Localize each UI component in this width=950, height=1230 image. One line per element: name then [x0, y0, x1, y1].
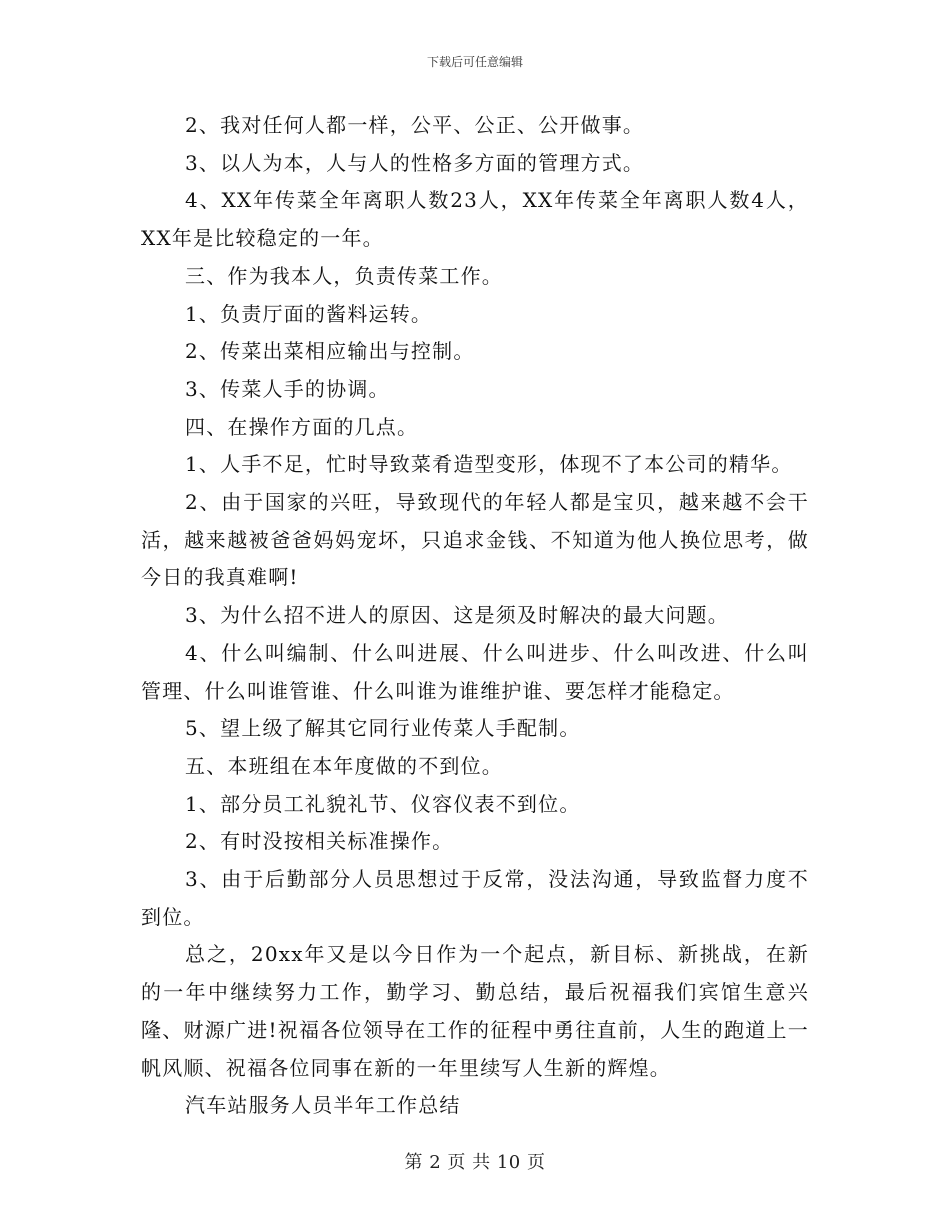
paragraph: 4、什么叫编制、什么叫进展、什么叫进步、什么叫改进、什么叫管理、什么叫谁管谁、什么叫谁为谁维护谁、要怎样才能稳定。: [141, 640, 809, 703]
paragraph: 1、部分员工礼貌礼节、仪容仪表不到位。: [185, 791, 581, 816]
document-body: [141, 107, 809, 1125]
paragraph: 3、传菜人手的协调。: [185, 376, 390, 401]
paragraph: 3、以人为本，人与人的性格多方面的管理方式。: [185, 150, 645, 175]
paragraph: 3、为什么招不进人的原因、这是须及时解决的最大问题。: [185, 603, 729, 628]
paragraph: 2、我对任何人都一样，公平、公正、公开做事。: [185, 113, 645, 137]
paragraph: 1、负责厅面的酱料运转。: [185, 301, 433, 326]
section-heading: 五、本班组在本年度做的不到位。: [185, 753, 503, 778]
section-heading: 三、作为我本人，负责传菜工作。: [185, 263, 503, 288]
paragraph: 2、传菜出菜相应输出与控制。: [185, 339, 475, 364]
paragraph: 2、由于国家的兴旺，导致现代的年轻人都是宝贝，越来越不会干活，越来越被爸爸妈妈宠坏，只追求金钱、不知道为他人换位思考，做今日的我真难啊!: [141, 490, 809, 590]
page-number-footer: 第 2 页 共 10 页: [404, 1152, 546, 1173]
document-title: 汽车站服务人员半年工作总结: [185, 1093, 461, 1118]
paragraph: 5、望上级了解其它同行业传菜人手配制。: [185, 716, 581, 741]
paragraph: 4、XX年传菜全年离职人数23人，XX年传菜全年离职人数4人，XX年是比较稳定的一年。: [141, 188, 809, 251]
paragraph: 2、有时没按相关标准操作。: [185, 829, 454, 854]
section-heading: 四、在操作方面的几点。: [185, 414, 419, 439]
page-header: 下载后可任意编辑: [426, 55, 523, 69]
paragraph: 3、由于后勤部分人员思想过于反常，没法沟通，导致监督力度不到位。: [141, 867, 809, 929]
paragraph: 1、人手不足，忙时导致菜肴造型变形，体现不了本公司的精华。: [185, 452, 793, 477]
paragraph: 总之，20xx年又是以今日作为一个起点，新目标、新挑战，在新的一年中继续努力工作，勤学习、勤总结，最后祝福我们宾馆生意兴隆、财源广进!祝福各位领导在工作的征程中勇往直前，人生的跑道上一帆风顺、祝福各位同事在新的一年里续写人生新的辉煌。: [141, 942, 809, 1080]
